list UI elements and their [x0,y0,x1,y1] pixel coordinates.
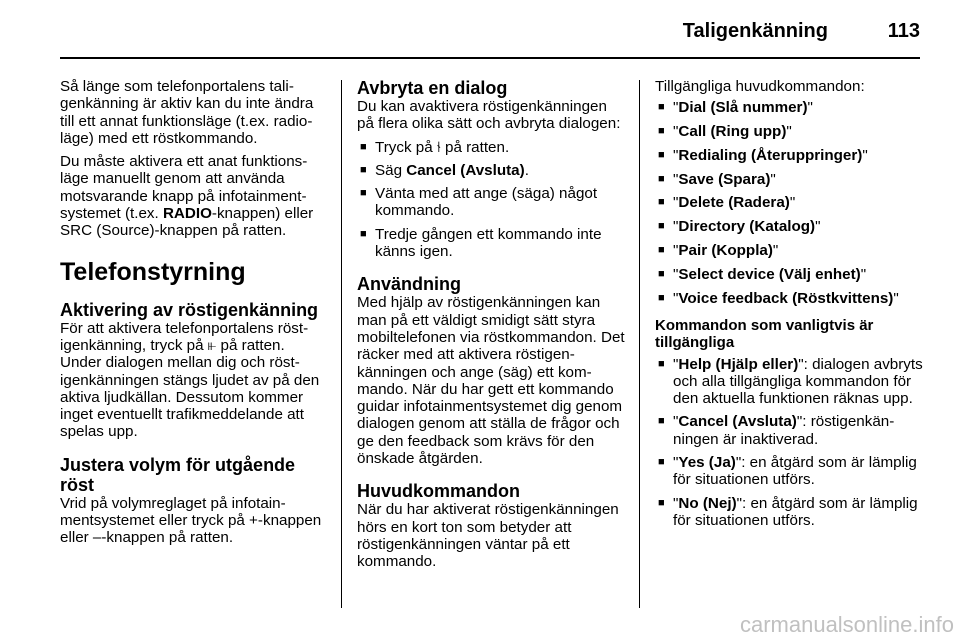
paragraph: Tillgängliga huvudkommandon: [655,78,865,95]
command-text: No (Nej) [678,494,737,512]
command-item: ■ "Call (Ring upp)" [655,123,925,140]
list-item [357,139,627,156]
command-item: ■ "Select device (Välj enhet)" [655,266,925,283]
command-text: Select device (Välj enhet) [678,265,861,283]
column-divider-2 [639,80,640,608]
page-title: Taligenkänning [682,20,828,42]
command-item: ■ "Delete (Radera)" [655,194,925,211]
paragraph: Du kan avaktivera röstigenkänningen på flera olika sätt och avbryta dialogen: [357,98,621,133]
command-text: Save (Spara) [678,170,771,188]
header-rule [60,57,920,59]
text: Säg [375,161,407,179]
command-text: Directory (Katalog) [678,218,816,236]
command-text: Help (Hjälp eller) [678,355,799,373]
command-item: ■ "Redialing (Återuppringer)" [655,147,925,164]
command-text: Yes (Ja) [678,454,736,472]
command-text: Voice feedback (Röstkvittens) [678,289,894,307]
command-item: ■ "Pair (Koppla)" [655,242,925,259]
paragraph [60,153,328,239]
command-text: Call (Ring upp) [678,123,787,141]
command-description: : röstigenkänningen är inaktiverad. [673,413,895,448]
command-item: ■ "Help (Hjälp eller)": dialogen avbryts och alla tillgängliga kommandon för den aktuella funktionen räknas upp. [655,356,925,408]
column-3 [655,78,925,535]
column-divider-1 [341,80,342,608]
command-text: Redialing (Återuppringer) [678,146,863,164]
command-item: ■ "Voice feedback (Röstkvittens)" [655,290,925,307]
text: För att aktivera telefonportalens röstigenkänning, tryck på [60,319,309,354]
subsection-heading: Aktivering av röstigenkänning [60,299,319,320]
column-1 [60,78,328,553]
page-header [60,0,920,56]
list-item: ■ Tredje gången ett kommando inte känns igen. [357,226,627,261]
text: Du måste aktivera ett anat funktionsläge manuellt genom att använda motsvarande knapp på infotainmentsystemet (t.ex. [60,153,308,223]
subsection-heading: Kommandon som vanligtvis är tillgängliga [655,316,874,352]
list-item: ■ Vänta med att ange (säga) något kommando. [357,185,627,220]
page-number: 113 [887,20,920,42]
command-text: Pair (Koppla) [678,242,773,260]
mute-button-icon: ⫮ [436,138,441,156]
bullet-list [357,139,627,261]
column-2 [357,78,627,577]
paragraph: När du har aktiverat röstigenkänningen hörs en kort ton som betyder att röstigenkänningen väntar på ett kommando. [357,501,619,571]
command-item: ■ "Save (Spara)" [655,171,925,188]
command-item: ■ "Directory (Katalog)" [655,218,925,235]
paragraph: Vrid på volymreglaget på infotainmentsystemet eller tryck på +-knappen eller –-knappen på ratten. [60,494,322,547]
text: Tryck på [375,138,437,156]
command-item: ■ "Cancel (Avsluta)": röstigenkänningen är inaktiverad. [655,413,925,448]
command-item: ■ "Dial (Slå nummer)" [655,99,925,116]
text: på ratten. [440,138,510,156]
section-heading: Telefonstyrning [60,257,246,286]
paragraph: Så länge som telefonportalens taligenkänning är aktiv kan du inte ändra till ett annat funktionsläge (t.ex. radioläge) med ett röstkommando. [60,78,314,147]
command-item: ■ "No (Nej)": en åtgärd som är lämplig för situationen utförs. [655,495,925,530]
general-commands-list [655,356,925,530]
voice-button-icon: ⫦ [207,336,217,354]
list-item [357,162,627,179]
command-text: Delete (Radera) [678,194,790,212]
subsection-heading: Användning [357,274,461,295]
subsection-heading: Avbryta en dialog [357,78,508,98]
watermark: carmanualsonline.info [739,612,954,637]
command-text: Cancel (Avsluta) [678,413,797,431]
main-commands-list [655,99,925,307]
command-description: : en åtgärd som är lämplig för situationen utförs. [673,454,917,489]
command-item: ■ "Yes (Ja)": en åtgärd som är lämplig för situationen utförs. [655,454,925,489]
paragraph: Med hjälp av röstigenkänningen kan man på ett väldigt smidigt sätt styra mobiltelefonen via röstkommandon. Det räcker med att aktivera röstigenkänningen och ange (säg) ett kommando. När du har gett ett kommando guidar infotainmentsystemet dig genom dialogen genom att ställa de frågor och ge den feedback som krävs för den önskade åtgärden. [357,294,625,468]
paragraph [60,320,328,441]
subsection-heading: Justera volym för utgående röst [60,454,296,495]
radio-button-name: RADIO [162,205,212,223]
command-text: Cancel (Avsluta) [406,161,525,179]
subsection-heading: Huvudkommandon [357,481,521,502]
text: på ratten. Under dialogen mellan dig och röstigenkänningen stängs ljudet av på den aktiva ljudkällan. Dessutom kommer inget eventuellt trafikmeddelande att spelas upp. [60,336,320,441]
command-description: : en åtgärd som är lämplig för situationen utförs. [673,494,918,529]
command-description: : dialogen avbryts och alla tillgängliga kommandon för den aktuella funktionen räknas upp. [673,355,923,408]
text: . [524,161,529,179]
command-text: Dial (Slå nummer) [678,99,808,117]
text: -knappen) eller SRC (Source)-knappen på ratten. [60,205,314,240]
